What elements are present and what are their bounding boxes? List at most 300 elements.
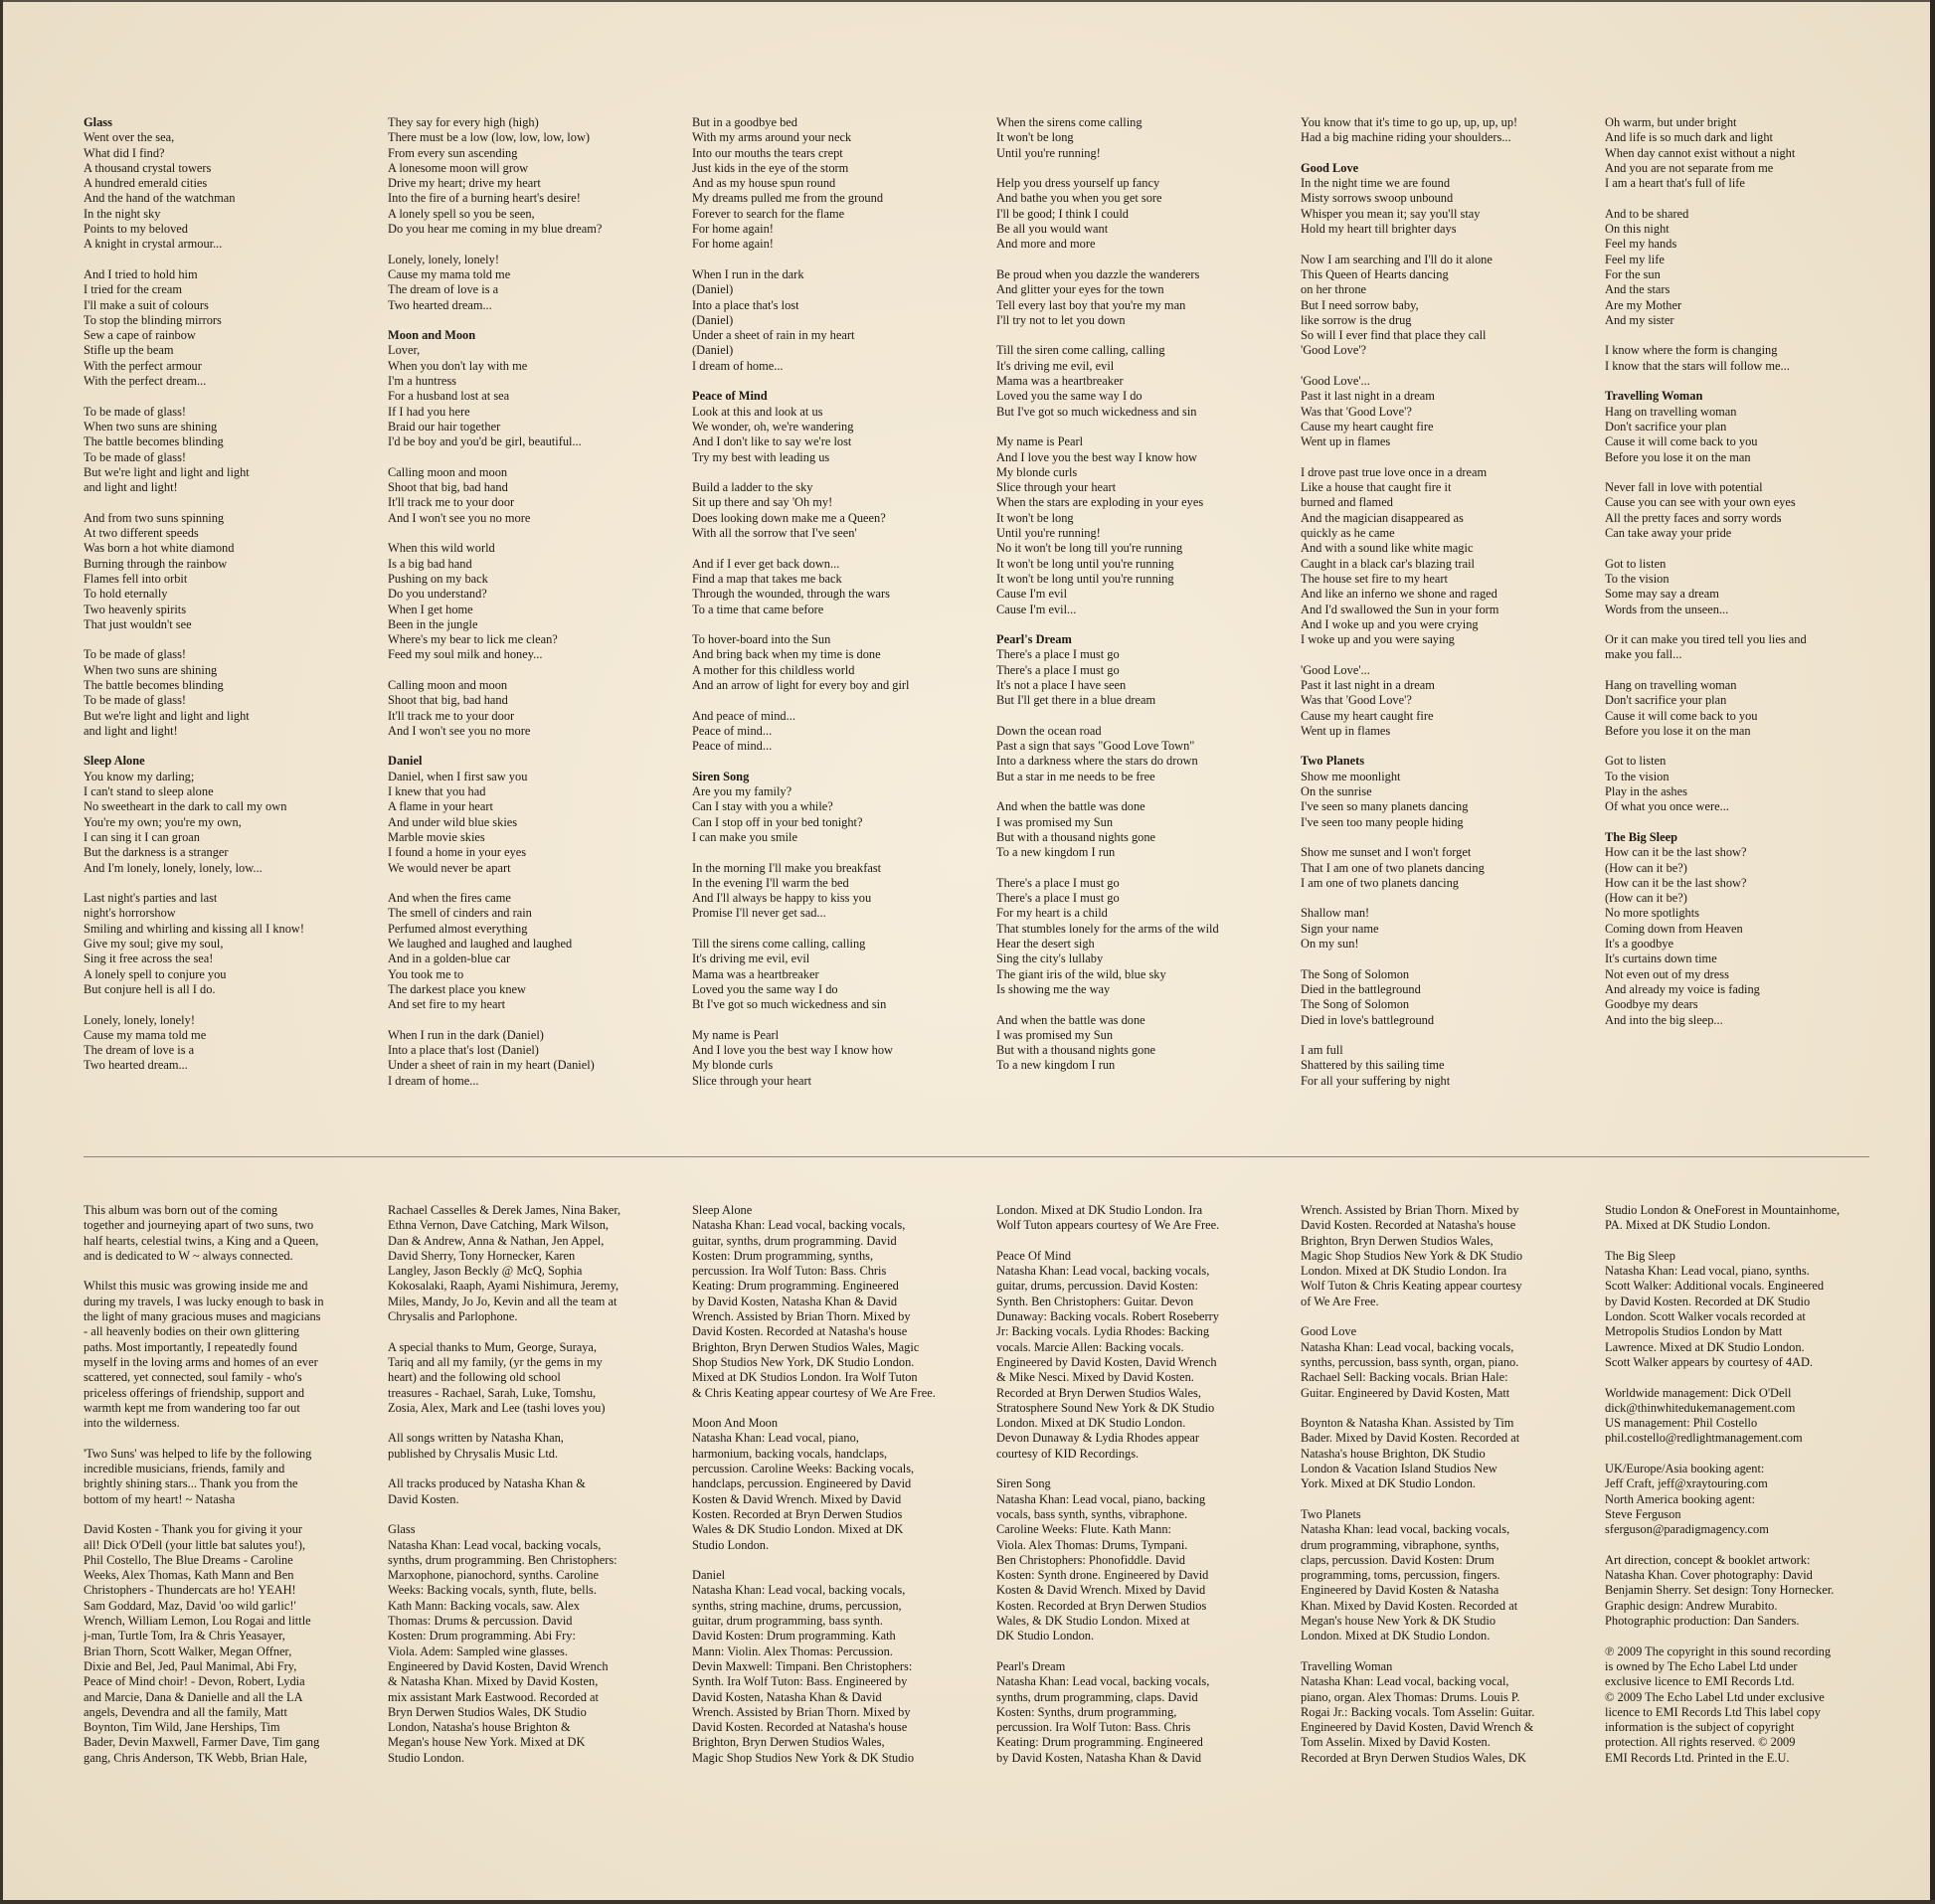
credit-line: Stratosphere Sound New York & DK Studio [996,1400,1215,1415]
credit-line: Metropolis Studios London by Matt [1605,1324,1783,1339]
lyric-line: Not even out of my dress [1605,966,1729,981]
paragraph-gap [1301,1644,1589,1659]
lyric-line: To a new kingdom I run [996,1058,1116,1073]
lyric-line: Cause I'm evil... [996,602,1077,616]
paragraph-gap [1605,1447,1873,1462]
lyric-line: Smiling and whirling and kissing all I know! [84,921,304,936]
credit-line: Natasha Khan: Lead vocal, backing vocals, [996,1674,1210,1689]
credit-line: Viola. Adem: Sampled wine glasses. [388,1644,568,1658]
lyric-line: And as my house spun round [692,176,836,191]
credit-line: Brighton, Bryn Derwen Studios Wales, Magic [692,1339,920,1354]
credit-line: Good Love [1301,1324,1357,1339]
credit-line: Kosten & David Wrench. Mixed by David [996,1583,1206,1598]
lyric-line: And peace of mind... [692,708,795,723]
lyric-line: Down the ocean road [996,723,1102,738]
lyric-line: But with a thousand nights gone [996,1043,1156,1058]
credits-column [84,1203,372,1800]
credit-line: Wrench. Assisted by Brian Thorn. Mixed by [1301,1203,1519,1217]
lyric-line: But with a thousand nights gone [996,829,1156,844]
lyric-line: Cause it will come back to you [1605,708,1758,723]
credit-line: protection. All rights reserved. © 2009 [1605,1735,1796,1750]
credit-line: Scott Walker appears by courtesy of 4AD. [1605,1354,1814,1369]
lyric-line: How can it be the last show? [1605,845,1747,860]
credit-line: percussion. Ira Wolf Tuton: Bass. Chris [692,1264,887,1279]
lyric-line: Shoot that big, bad hand [388,480,508,495]
credit-line: paths. Most importantly, I repeatedly found [84,1339,297,1354]
lyric-line: Stifle up the beam [84,343,174,358]
scan-edge-top [0,0,1935,2]
credit-line: information is the subject of copyright [1605,1720,1795,1735]
lyric-line: The Song of Solomon [1301,966,1410,981]
paragraph-gap [692,1553,980,1568]
lyric-line: You took me to [388,966,464,981]
stanza-gap [996,709,1285,724]
credit-line: angels, Devendra and all the family, Matt [84,1704,287,1719]
lyric-line: Through the wounded, through the wars [692,587,890,602]
lyric-line: Show me moonlight [1301,769,1401,783]
credit-line: 'Two Suns' was helped to life by the following [84,1446,312,1461]
lyric-line: Try my best with leading us [692,449,830,464]
stanza-gap [1301,739,1589,754]
stanza-gap [1301,359,1589,374]
credit-line: Graphic design: Andrew Murabito. [1605,1598,1778,1613]
credit-line: Peace of Mind choir! - Devon, Robert, Lydia [84,1674,305,1689]
stanza-gap [1301,237,1589,252]
lyric-line: Went up in flames [1301,434,1391,449]
lyrics-section [84,115,1873,1100]
credit-line: Engineered by David Kosten, David Wrench & [1301,1720,1534,1735]
lyric-line: Hear the desert sigh [996,937,1095,952]
lyric-line: I'll make a suit of colours [84,297,209,312]
lyric-line: And I won't see you no more [388,510,531,525]
lyric-line: Into our mouths the tears crept [692,145,843,160]
credit-line: Studio London & OneForest in Mountainhome, [1605,1203,1841,1217]
lyric-line: On the sunrise [1301,784,1372,799]
lyric-line: With the perfect armour [84,358,202,373]
credit-line: Weeks, Alex Thomas, Kath Mann and Ben [84,1568,294,1583]
lyric-line: A lonely spell so you be seen, [388,206,535,221]
lyric-line: Mama was a heartbreaker [996,374,1124,389]
credit-line: Recorded at Bryn Derwen Studios Wales, DK [1301,1750,1526,1765]
credit-line: David Kosten, Natasha Khan & David [692,1689,882,1704]
lyric-line: My name is Pearl [996,434,1084,449]
stanza-gap [996,420,1285,434]
lyric-line: All the pretty faces and sorry words [1605,510,1782,525]
lyric-line: Never fall in love with potential [1605,480,1763,495]
lyric-line: Help you dress yourself up fancy [996,176,1160,191]
stanza-gap [388,313,676,328]
credit-line: Megan's house New York & DK Studio [1301,1614,1496,1629]
credit-line: London, Natasha's house Brighton & [388,1720,571,1735]
song-title: Two Planets [1301,754,1365,769]
lyric-line: And when the battle was done [996,1012,1145,1027]
credit-line: Kosten: Synths, drum programming, [996,1704,1177,1719]
credit-line: DK Studio London. [996,1629,1095,1644]
credit-line: half hearts, celestial twins, a King and a Queen, [84,1233,319,1248]
lyric-line: The battle becomes blinding [84,677,224,692]
song-title: Moon and Moon [388,328,476,343]
lyric-line: In the night sky [84,206,161,221]
lyric-line: I can't stand to sleep alone [84,784,214,799]
stanza-gap [692,754,980,769]
credit-line: Wrench, William Lemon, Lou Rogai and little [84,1614,311,1629]
credit-line: London. Mixed at DK Studio London. [996,1416,1186,1431]
lyric-line: Points to my beloved [84,222,188,237]
lyric-line: Calling moon and moon [388,464,508,479]
credit-line: Moon And Moon [692,1416,779,1431]
stanza-gap [1605,739,1873,754]
credit-line: Kokosalaki, Raaph, Ayami Nishimura, Jeremy, [388,1279,619,1294]
credit-line: Worldwide management: Dick O'Dell [1605,1385,1792,1400]
scan-edge-left [0,0,3,1904]
stanza-gap [1605,191,1873,206]
lyric-line: Under a sheet of rain in my heart [692,328,855,343]
lyrics-column [1605,115,1873,1100]
lyric-line: Bt I've got so much wickedness and sin [692,997,887,1012]
lyric-line: It'll track me to your door [388,495,515,510]
lyric-line: Sign your name [1301,921,1379,936]
stanza-gap [1301,1028,1589,1043]
paragraph-gap [84,1431,372,1446]
lyric-line: Till the siren come calling, calling [996,343,1165,358]
lyric-line: Give my soul; give my soul, [84,937,224,952]
lyric-line: And more and more [996,237,1096,252]
credit-line: dick@thinwhitedukemanagement.com [1605,1400,1796,1415]
paragraph-gap [1605,1629,1873,1644]
credit-line: Natasha Khan: Lead vocal, piano, synths. [1605,1264,1810,1279]
stanza-gap [692,253,980,267]
lyric-line: Look at this and look at us [692,404,823,419]
credit-line: phil.costello@redlightmanagement.com [1605,1431,1803,1446]
lyric-line: You know that it's time to go up, up, up, up! [1301,115,1518,129]
credit-line: Wrench. Assisted by Brian Thorn. Mixed by [692,1309,911,1324]
lyric-line: To be made of glass! [84,647,187,662]
credit-line: All songs written by Natasha Khan, [388,1431,564,1446]
stanza-gap [1605,541,1873,556]
lyric-line: You're my own; you're my own, [84,814,242,829]
credit-line: Jeff Craft, jeff@xraytouring.com [1605,1476,1768,1491]
lyric-line: I found a home in your eyes [388,845,527,860]
lyric-line: Past it last night in a dream [1301,677,1435,692]
credit-line: Rogai Jr.: Backing vocals. Tom Asselin: Guitar. [1301,1704,1535,1719]
lyric-line: I was promised my Sun [996,814,1114,829]
lyric-line: When this wild world [388,541,495,556]
credit-line: David Kosten. Recorded at Natasha's house [692,1720,908,1735]
credit-line: The Big Sleep [1605,1248,1675,1263]
lyric-line: That just wouldn't see [84,616,192,631]
stanza-gap [692,845,980,860]
lyric-line: Lonely, lonely, lonely! [84,1012,195,1027]
lyric-line: And from two suns spinning [84,510,225,525]
lyric-line: Shattered by this sailing time [1301,1058,1445,1073]
lyric-line: To hover-board into the Sun [692,632,831,647]
stanza-gap [996,161,1285,176]
lyric-line: Caught in a black car's blazing trail [1301,556,1475,571]
credit-line: handclaps, percussion. Engineered by David [692,1476,912,1491]
credit-line: synths, drum programming. Ben Christophers: [388,1552,617,1567]
lyric-line: Burning through the rainbow [84,556,228,571]
credit-line: bottom of my heart! ~ Natasha [84,1491,236,1506]
credit-line: UK/Europe/Asia booking agent: [1605,1462,1765,1476]
credit-line: Natasha's house Brighton, DK Studio [1301,1446,1486,1461]
stanza-gap [388,526,676,541]
lyric-line: Daniel, when I first saw you [388,769,528,783]
paragraph-gap [84,1264,372,1279]
stanza-gap [1301,146,1589,161]
lyric-line: Sing the city's lullaby [996,952,1104,966]
credit-line: Art direction, concept & booklet artwork: [1605,1552,1811,1567]
credit-line: Kosten: Drum programming. Abi Fry: [388,1629,576,1644]
lyric-line: But we're light and light and light [84,708,250,723]
song-title: The Big Sleep [1605,829,1677,844]
lyric-line: Shoot that big, bad hand [388,693,508,708]
lyric-line: Cause my mama told me [84,1027,207,1042]
lyric-line: But conjure hell is all I do. [84,981,216,996]
lyric-line: It's not a place I have seen [996,677,1127,692]
lyric-line: We wonder, oh, we're wandering [692,419,854,433]
lyric-line: Feel my life [1605,252,1665,266]
lyric-line: The dream of love is a [388,282,499,297]
lyric-line: At two different speeds [84,526,199,541]
lyric-line: And to be shared [1605,206,1689,221]
lyric-line: Words from the unseen... [1605,602,1729,616]
lyric-line: To hold eternally [84,587,168,602]
lyric-line: How can it be the last show? [1605,875,1747,890]
stanza-gap [1301,891,1589,906]
lyric-line: But I've got so much wickedness and sin [996,404,1197,419]
credit-line: David Kosten - Thank you for giving it your [84,1522,303,1537]
credit-line: Siren Song [996,1476,1051,1491]
lyric-line: Like a house that caught fire it [1301,480,1452,495]
lyric-line: Tell every last boy that you're my man [996,297,1186,312]
credit-line: Devin Maxwell: Timpani. Ben Christophers: [692,1658,913,1673]
stanza-gap [388,663,676,678]
stanza-gap [692,617,980,632]
credit-line: the light of many gracious muses and magicians [84,1309,321,1324]
lyric-line: From every sun ascending [388,145,518,160]
lyric-line: On my sun! [1301,937,1359,952]
credit-line: Sleep Alone [692,1203,753,1217]
credit-line: Peace Of Mind [996,1248,1072,1263]
stanza-gap [84,876,372,891]
lyric-line: It won't be long until you're running [996,571,1174,586]
lyric-line: Can take away your pride [1605,526,1732,541]
stanza-gap [692,922,980,937]
lyric-line: The house set fire to my heart [1301,571,1448,586]
credit-line: programming, toms, percussion, fingers. [1301,1568,1500,1583]
lyric-line: Last night's parties and last [84,891,218,906]
lyric-line: What did I find? [84,145,165,160]
credit-line: guitar, synths, drum programming. David [692,1233,897,1248]
lyric-line: (Daniel) [692,343,734,358]
credit-line: Kath Mann: Backing vocals, saw. Alex [388,1598,580,1613]
credit-line: myself in the loving arms and homes of an ever [84,1354,318,1369]
lyric-line: When I get home [388,602,473,616]
lyric-line: Or it can make you tired tell you lies and [1605,632,1807,647]
stanza-gap [388,1013,676,1028]
stanza-gap [1605,374,1873,389]
stanza-gap [84,389,372,404]
lyric-line: Of what you once were... [1605,799,1729,814]
lyric-line: I've seen too many people hiding [1301,814,1464,829]
lyric-line: Some may say a dream [1605,587,1719,602]
stanza-gap [692,1013,980,1028]
credit-line: and Marcie, Dana & Danielle and all the LA [84,1689,303,1704]
credit-line: Magic Shop Studios New York & DK Studio [692,1750,915,1765]
lyric-line: For home again! [692,237,774,252]
lyric-line: Don't sacrifice your plan [1605,419,1727,433]
credit-line: Guitar. Engineered by David Kosten, Matt [1301,1385,1510,1400]
credit-line: Brian Thorn, Scott Walker, Megan Offner, [84,1644,292,1658]
credit-line: Bryn Derwen Studios Wales, DK Studio [388,1704,587,1719]
lyrics-column [84,115,372,1100]
lyric-line: To be made of glass! [84,693,187,708]
lyric-line: And I'd swallowed the Sun in your form [1301,602,1499,616]
lyric-line: And into the big sleep... [1605,1012,1723,1027]
credit-line: incredible musicians, friends, family and [84,1462,285,1476]
lyric-line: And like an inferno we shone and raged [1301,587,1497,602]
credit-line: Wolf Tuton & Chris Keating appear courtesy [1301,1279,1522,1294]
lyric-line: When you don't lay with me [388,358,528,373]
lyric-line: There's a place I must go [996,647,1120,662]
credits-section [84,1203,1873,1800]
credit-line: Dixie and Bel, Jed, Paul Manimal, Abi Fry, [84,1658,297,1673]
credit-line: © 2009 The Echo Label Ltd under exclusive [1605,1689,1825,1704]
credit-line: Sam Goddard, Maz, David 'oo wild garlic!' [84,1598,296,1613]
lyric-line: There's a place I must go [996,662,1120,677]
credit-line: together and journeying apart of two suns, two [84,1218,314,1233]
lyric-line: I am full [1301,1043,1343,1058]
lyric-line: Died in the battleground [1301,981,1421,996]
lyric-line: I'd be boy and you'd be girl, beautiful... [388,434,582,449]
lyric-line: Sit up there and say 'Oh my! [692,495,833,510]
lyric-line: To be made of glass! [84,449,187,464]
lyric-line: A hundred emerald cities [84,176,208,191]
lyric-line: It won't be long [996,130,1074,145]
lyric-line: It's driving me evil, evil [692,952,810,966]
credit-line: by David Kosten, Natasha Khan & David [692,1294,898,1308]
lyric-line: I dream of home... [692,358,784,373]
credit-line: Natasha Khan: Lead vocal, backing vocals, [996,1264,1210,1279]
lyric-line: When day cannot exist without a night [1605,145,1796,160]
lyric-line: We laughed and laughed and laughed [388,937,573,952]
lyric-line: I can make you smile [692,829,797,844]
lyric-line: For all your suffering by night [1301,1073,1451,1088]
lyric-line: When I run in the dark [692,266,804,281]
stanza-gap [84,997,372,1012]
lyric-line: Slice through your heart [692,1073,812,1088]
paragraph-gap [388,1507,676,1522]
lyric-line: A flame in your heart [388,799,493,814]
stanza-gap [1605,815,1873,830]
lyric-line: night's horrorshow [84,906,176,921]
stanza-gap [388,876,676,891]
lyric-line: No it won't be long till you're running [996,541,1183,556]
lyric-line: Pushing on my back [388,571,488,586]
credit-line: London & Vacation Island Studios New [1301,1462,1497,1476]
lyric-line: To a time that came before [692,602,824,616]
lyric-line: A knight in crystal armour... [84,237,223,252]
lyric-line: Is a big bad hand [388,556,472,571]
credit-line: & Chris Keating appear courtesy of We Are Free. [692,1385,936,1400]
credit-line: Zosia, Alex, Mark and Lee (tashi loves you) [388,1400,606,1415]
lyric-line: For home again! [692,222,774,237]
lyric-line: And life is so much dark and light [1605,130,1773,145]
stanza-gap [388,237,676,252]
credit-line: Shop Studios New York, DK Studio London. [692,1354,915,1369]
credit-line: percussion. Ira Wolf Tuton: Bass. Chris [996,1720,1191,1735]
credit-line: heart) and the following old school [388,1370,561,1385]
stanza-gap [1301,952,1589,966]
lyric-line: Loved you the same way I do [692,981,838,996]
lyric-line: Where's my bear to lick me clean? [388,632,558,647]
lyric-line: And the stars [1605,282,1671,297]
stanza-gap [1605,663,1873,678]
song-title: Daniel [388,754,423,769]
stanza-gap [692,374,980,389]
lyric-line: And if I ever get back down... [692,556,840,571]
paragraph-gap [996,1462,1285,1476]
credit-line: A special thanks to Mum, George, Suraya, [388,1339,598,1354]
credit-line: Magic Shop Studios New York & DK Studio [1301,1248,1523,1263]
lyric-line: I've seen so many planets dancing [1301,799,1469,814]
credit-line: EMI Records Ltd. Printed in the E.U. [1605,1750,1790,1765]
credit-line: Synth. Ira Wolf Tuton: Bass. Engineered by [692,1674,908,1689]
credit-line: is owned by The Echo Label Ltd under [1605,1658,1798,1673]
stanza-gap [996,784,1285,799]
lyric-line: And I'll always be happy to kiss you [692,891,872,906]
lyric-line: I'll try not to let you down [996,312,1126,327]
credit-line: Chrysalis and Parlophone. [388,1309,518,1324]
lyric-line: Forever to search for the flame [692,206,845,221]
credit-line: by David Kosten. Recorded at DK Studio [1605,1294,1811,1308]
lyric-line: Are you my family? [692,784,792,799]
lyric-line: Does looking down make me a Queen? [692,510,886,525]
lyric-line: And I don't like to say we're lost [692,434,852,449]
lyric-line: burned and flamed [1301,495,1393,510]
lyric-line: Died in love's battleground [1301,1012,1435,1027]
credits-column [1301,1203,1589,1800]
credit-line: percussion. Caroline Weeks: Backing vocals, [692,1462,915,1476]
lyric-line: When the stars are exploding in your eyes [996,495,1204,510]
lyric-line: Cause I'm evil [996,587,1068,602]
credit-line: Kosten. Recorded at Bryn Derwen Studios [996,1598,1207,1613]
lyric-line: It's driving me evil, evil [996,358,1115,373]
paragraph-gap [1301,1401,1589,1416]
credit-line: York. Mixed at DK Studio London. [1301,1476,1477,1491]
credit-line: Engineered by David Kosten & Natasha [1301,1583,1499,1598]
credit-line: David Sherry, Tony Hornecker, Karen [388,1248,576,1263]
stanza-gap [996,253,1285,267]
paragraph-gap [1605,1538,1873,1553]
lyric-line: I drove past true love once in a dream [1301,464,1488,479]
lyric-line: And in a golden-blue car [388,952,511,966]
credit-line: Travelling Woman [1301,1658,1393,1673]
credit-line: by David Kosten, Natasha Khan & David [996,1750,1202,1765]
stanza-gap [996,328,1285,343]
credit-line: All tracks produced by Natasha Khan & [388,1476,586,1491]
lyric-line: Build a ladder to the sky [692,480,813,495]
credit-line: London. Mixed at DK Studio London. [1301,1629,1491,1644]
stanza-gap [84,632,372,647]
credit-line: David Kosten: Drum programming. Kath [692,1629,896,1644]
lyric-line: With the perfect dream... [84,374,207,389]
lyric-line: Can I stop off in your bed tonight? [692,814,863,829]
lyric-line: Are my Mother [1605,297,1682,312]
lyric-line: on her throne [1301,282,1367,297]
lyric-line: I know that the stars will follow me... [1605,358,1790,373]
credit-line: Natasha Khan: Lead vocal, backing vocals, [1301,1339,1514,1354]
